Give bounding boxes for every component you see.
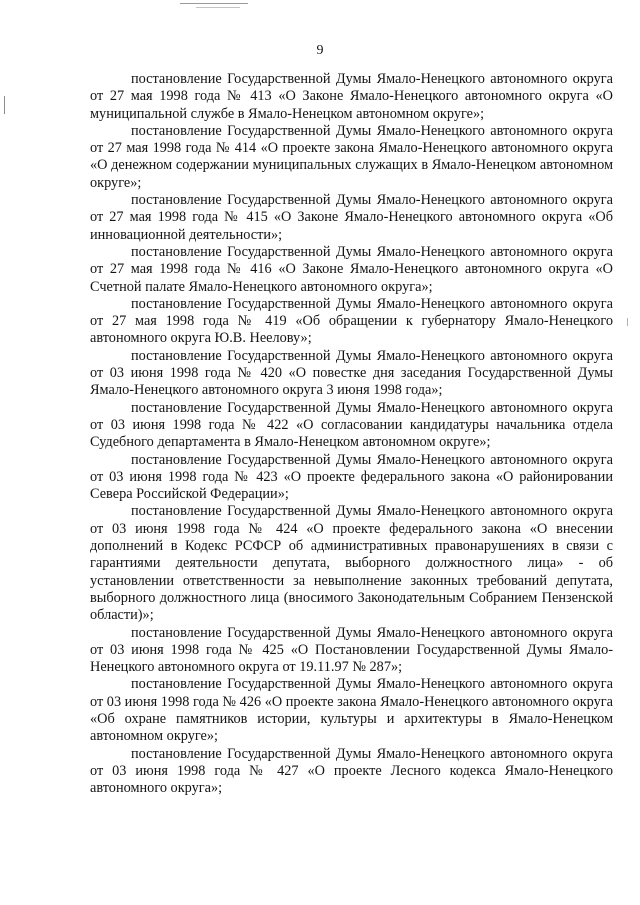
list-item-resolution-416: постановление Государственной Думы Ямало-Ненецкого автономного округа от 27 мая 1998 года № 416 «О Законе Ямало-Ненецкого автономного округа «О Счетной палате Ямало-Ненецкого автономного округа»; (90, 243, 613, 295)
document-body (90, 71, 613, 797)
list-item-resolution-419: постановление Государственной Думы Ямало-Ненецкого автономного округа от 27 мая 1998 года № 419 «Об обращении к губернатору Ямало-Ненецкого автономного округа Ю.В. Неелову»; (90, 295, 613, 347)
scan-artifact-mark (627, 318, 628, 326)
list-item-resolution-425: постановление Государственной Думы Ямало-Ненецкого автономного округа от 03 июня 1998 года № 425 «О Постановлении Государственной Думы Ямало-Ненецкого автономного округа от 19.11.97 № 287»; (90, 624, 613, 676)
list-item-resolution-415: постановление Государственной Думы Ямало-Ненецкого автономного округа от 27 мая 1998 года № 415 «О Законе Ямало-Ненецкого автономного округа «Об инновационной деятельности»; (90, 192, 613, 243)
scan-artifact-line (196, 7, 240, 8)
scan-artifact-line (180, 3, 248, 4)
scan-artifact-mark (4, 96, 5, 114)
list-item-resolution-424: постановление Государственной Думы Ямало-Ненецкого автономного округа от 03 июня 1998 года № 424 «О проекте федерального закона «О внесении дополнений в Кодекс РСФСР об административных правонарушениях в связи с гарантиями деятельности депутата, выборного должностного лица» - об установлении ответственности за невыполнение законных требований депутата, выборного должностного лица (вносимого Законодательным Собранием Пензенской области)»; (90, 503, 613, 624)
list-item-resolution-426: постановление Государственной Думы Ямало-Ненецкого автономного округа от 03 июня 1998 года № 426 «О проекте закона Ямало-Ненецкого автономного округа «Об охране памятников истории, культуры и архитектуры в Ямало-Ненецком автономном округе»; (90, 676, 613, 745)
list-item-resolution-427: постановление Государственной Думы Ямало-Ненецкого автономного округа от 03 июня 1998 года № 427 «О проекте Лесного кодекса Ямало-Ненецкого автономного округа»; (90, 745, 613, 797)
list-item-resolution-423: постановление Государственной Думы Ямало-Ненецкого автономного округа от 03 июня 1998 года № 423 «О проекте федерального закона «О районировании Севера Российской Федерации»; (90, 451, 613, 503)
list-item-resolution-413: постановление Государственной Думы Ямало-Ненецкого автономного округа от 27 мая 1998 года № 413 «О Законе Ямало-Ненецкого автономного округа «О муниципальной службе в Ямало-Ненецком автономном округе»; (90, 71, 613, 122)
list-item-resolution-420: постановление Государственной Думы Ямало-Ненецкого автономного округа от 03 июня 1998 года № 420 «О повестке дня заседания Государственной Думы Ямало-Ненецкого автономного округа 3 июня 1998 года»; (90, 347, 613, 399)
page-number: 9 (316, 43, 324, 58)
list-item-resolution-414: постановление Государственной Думы Ямало-Ненецкого автономного округа от 27 мая 1998 года № 414 «О проекте закона Ямало-Ненецкого автономного округа «О денежном содержании муниципальных служащих в Ямало-Ненецком автономном округе»; (90, 122, 613, 191)
list-item-resolution-422: постановление Государственной Думы Ямало-Ненецкого автономного округа от 03 июня 1998 года № 422 «О согласовании кандидатуры начальника отдела Судебного департамента в Ямало-Ненецком автономном округе»; (90, 399, 613, 451)
